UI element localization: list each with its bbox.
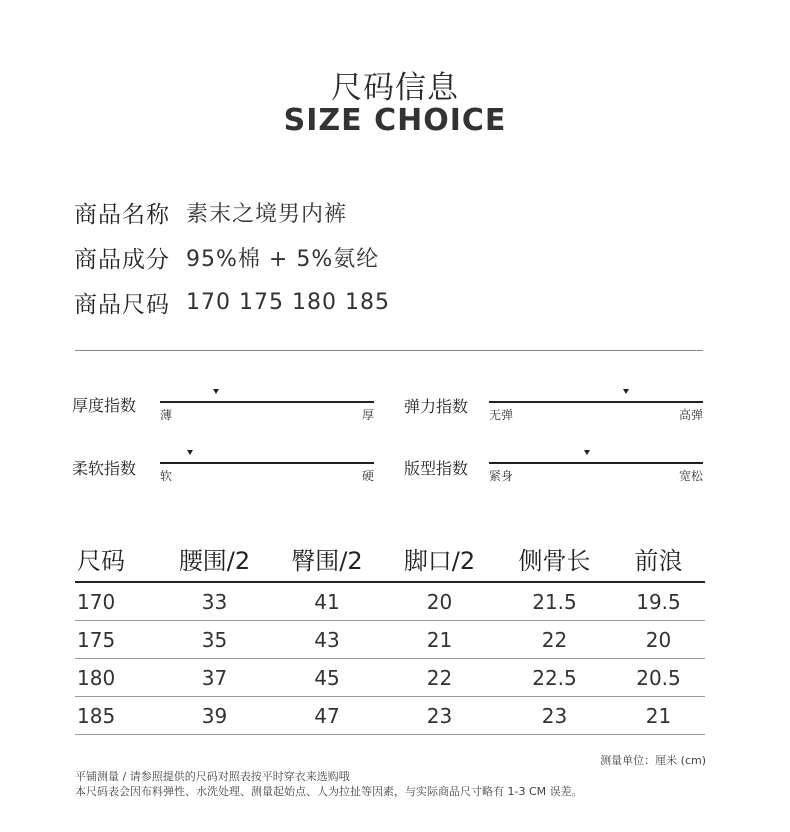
table-cell: 21.5 [497,582,612,621]
softness-scale [160,446,374,483]
scale-min-label: 无弹 [489,408,514,422]
product-name-label: 商品名称 [74,201,170,228]
thickness-index-label: 厚度指数 [72,396,137,415]
table-cell: 47 [272,697,382,735]
scale-max-label: 高弹 [678,408,703,422]
scale-line [489,401,703,403]
scale-marker-icon [623,389,629,394]
section-divider [75,350,703,351]
thickness-scale [160,385,374,422]
softness-index-label: 柔软指数 [72,459,137,478]
product-material-row [74,240,379,274]
table-row [75,582,705,621]
scale-marker-icon [584,450,590,455]
fit-scale [489,446,703,483]
table-cell: 175 [75,621,157,659]
table-header: 尺码 [75,536,157,582]
page-title-cn: 尺码信息 [331,70,459,106]
elasticity-index-label: 弹力指数 [404,397,469,416]
page-title-en: SIZE CHOICE [283,103,507,138]
table-cell: 20 [382,582,497,621]
scale-max-label: 厚 [361,408,374,422]
table-header: 脚口/2 [382,536,497,582]
product-name-row [74,195,347,229]
product-material-value: 95%棉 + 5%氨纶 [186,246,380,272]
table-row [75,621,705,659]
table-cell: 19.5 [612,582,705,621]
scale-max-label: 硬 [361,469,374,483]
table-cell: 23 [382,697,497,735]
table-cell: 22 [497,621,612,659]
table-cell: 20 [612,621,705,659]
table-header: 侧骨长 [497,536,612,582]
measure-note: 平铺测量 / 请参照提供的尺码对照表按平时穿衣来选购哦 [75,770,350,783]
elasticity-scale [489,385,703,422]
table-header: 腰围/2 [157,536,272,582]
scale-line [160,401,374,403]
scale-min-label: 薄 [160,408,173,422]
table-cell: 33 [157,582,272,621]
scale-marker-icon [187,450,193,455]
table-cell: 21 [382,621,497,659]
table-cell: 170 [75,582,157,621]
product-material-label: 商品成分 [74,246,170,273]
scale-min-label: 软 [160,469,173,483]
table-row [75,697,705,735]
table-cell: 37 [157,659,272,697]
product-name-value: 素末之境男内裤 [186,201,348,227]
product-sizes-row [74,285,390,319]
table-cell: 43 [272,621,382,659]
table-cell: 185 [75,697,157,735]
size-table [75,536,705,735]
scale-min-label: 紧身 [489,469,514,483]
error-note: 本尺码表会因布料弹性、水洗处理、测量起始点、人为拉扯等因素，与实际商品尺寸略有 1-3 CM 误差。 [75,785,583,798]
unit-note: 测量单位：厘米 (cm) [600,754,706,767]
table-cell: 35 [157,621,272,659]
scale-line [160,462,374,464]
table-cell: 21 [612,697,705,735]
product-sizes-label: 商品尺码 [74,291,170,318]
scale-line [489,462,703,464]
table-cell: 23 [497,697,612,735]
table-cell: 20.5 [612,659,705,697]
table-cell: 45 [272,659,382,697]
table-cell: 22.5 [497,659,612,697]
fit-index-label: 版型指数 [404,459,469,478]
product-sizes-value: 170 175 180 185 [186,289,390,315]
table-cell: 22 [382,659,497,697]
scale-max-label: 宽松 [678,469,703,483]
scale-marker-icon [213,389,219,394]
table-cell: 41 [272,582,382,621]
table-row [75,659,705,697]
table-header: 臀围/2 [272,536,382,582]
table-header-row [75,536,705,582]
table-cell: 39 [157,697,272,735]
table-header: 前浪 [612,536,705,582]
table-cell: 180 [75,659,157,697]
